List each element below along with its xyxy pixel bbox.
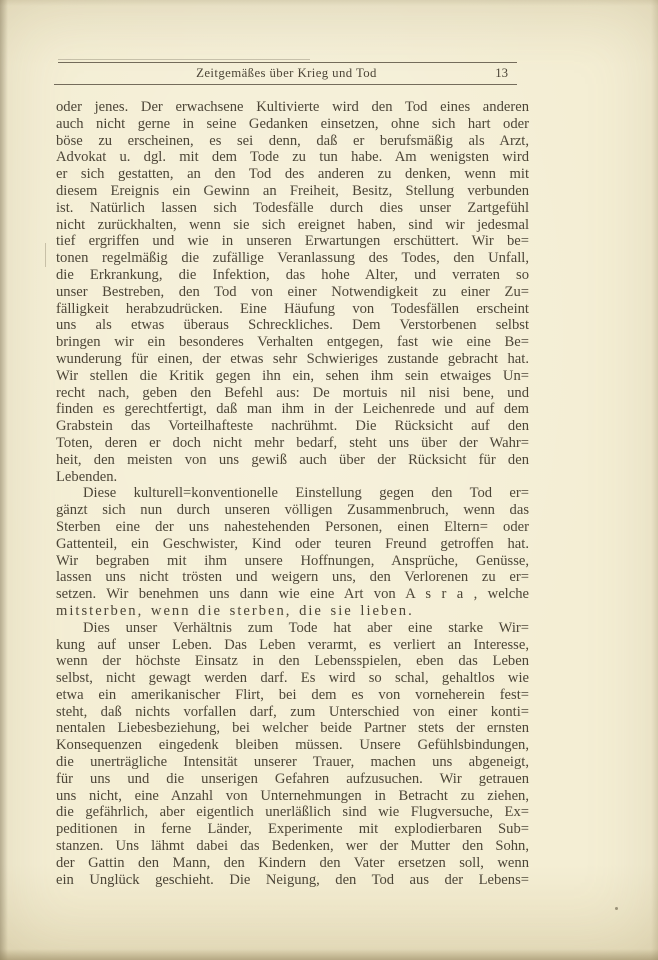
text-line: etwa ein amerikanischer Flirt, bei dem es von vorneherein fest=: [56, 686, 529, 703]
text-line: für uns und die unserigen Gefahren aufzusuchen. Wir getrauen: [56, 770, 529, 787]
text-line: wenn der höchste Einsatz in den Lebensspielen, eben das Leben: [56, 653, 529, 670]
body-text: [56, 99, 529, 888]
header-rule-bottom: [54, 84, 517, 85]
running-head: Zeitgemäßes über Krieg und Tod: [196, 66, 377, 80]
scan-edge-bottom: [0, 949, 658, 960]
text-line: nicht zurückhalten, wenn sie sich ereignet haben, sind wir jedesmal: [56, 216, 529, 233]
text-line: Sterben eine der uns nahestehenden Personen, einen Eltern= oder: [56, 518, 529, 535]
text-line: tief ergriffen und wie in unseren Erwartungen erschüttert. Wir be=: [56, 233, 529, 250]
text-line: recht nach, geben den Befehl aus: De mortuis nil nisi bene, und: [56, 384, 529, 401]
text-line: unser Bestreben, den Tod von einer Notwendigkeit zu einer Zu=: [56, 283, 529, 300]
text-line: fälligkeit herabzudrücken. Eine Häufung von Todesfällen erscheint: [56, 300, 529, 317]
text-line: finden es gerechtfertigt, daß man ihm in der Leichenrede und auf dem: [56, 401, 529, 418]
text-line: Lebenden.: [56, 468, 118, 485]
text-line: ist. Natürlich lassen sich Todesfälle durch dies unser Zartgefühl: [56, 199, 529, 216]
page-header: [56, 0, 517, 96]
scan-speck: [615, 907, 618, 910]
text-line: stanzen. Uns lähmt dabei das Bedenken, wer der Mutter den Sohn,: [56, 838, 529, 855]
text-line: oder jenes. Der erwachsene Kultivierte wird den Tod eines anderen: [56, 99, 529, 115]
text-line: gänzt sich nun durch unseren völligen Zusammenbruch, wenn das: [56, 502, 529, 519]
header-row: [56, 63, 517, 84]
text-line: lassen uns nicht trösten und weigern uns, den Verlorenen zu er=: [56, 569, 529, 586]
text-line: Diese kulturell=konventionelle Einstellung gegen den Tod er=: [83, 485, 529, 502]
text-line: die unerträgliche Intensität unserer Trauer, machen uns abgeneigt,: [56, 754, 529, 771]
text-line: wunderung für einen, der etwas sehr Schwieriges zustande gebracht hat.: [56, 350, 529, 367]
scan-edge-right: [651, 0, 658, 960]
text-line: Konsequenzen eingedenk bleiben müssen. Unsere Gefühlsbindungen,: [56, 737, 529, 754]
page-number: 13: [495, 66, 508, 80]
text-line: mitsterben, wenn die sterben, die sie lieben.: [56, 602, 414, 619]
text-line: diesem Ereignis ein Gewinn an Freiheit, Besitz, Stellung verbunden: [56, 182, 529, 199]
text-line: Advokat u. dgl. mit dem Tode zu tun habe. Am wenigsten wird: [56, 149, 529, 166]
text-line: kung auf unser Leben. Das Leben verarmt, es verliert an Interesse,: [56, 636, 529, 653]
text-line: Wir stellen die Kritik gegen ihn ein, sehen ihm sein etwaiges Un=: [56, 367, 529, 384]
text-line: nentalen Liebesbeziehung, bei welcher beide Partner stets der ernsten: [56, 720, 529, 737]
text-line: Wir begraben mit ihm unsere Hoffnungen, Ansprüche, Genüsse,: [56, 552, 529, 569]
text-line: setzen. Wir benehmen uns dann wie eine Art von A s r a , welche: [56, 586, 529, 603]
text-line: böse zu erscheinen, es sei denn, daß er berufsmäßig als Arzt,: [56, 132, 529, 149]
text-line: auch nicht gerne in seine Gedanken einsetzen, ohne sich hart oder: [56, 115, 529, 132]
text-line: die Erkrankung, die Infektion, das hohe Alter, und verraten so: [56, 266, 529, 283]
text-line: Toten, deren er doch nicht mehr bedarf, steht uns über der Wahr=: [56, 434, 529, 451]
scan-margin-mark: [45, 243, 46, 267]
text-line: Dies unser Verhältnis zum Tode hat aber eine starke Wir=: [83, 619, 529, 636]
text-line: er sich gestatten, an den Tod des anderen zu denken, wenn mit: [56, 166, 529, 183]
text-line: heit, den meisten von uns gewiß auch über der Rücksicht für den: [56, 451, 529, 468]
text-line: steht, daß nichts vorfallen darf, zum Unterschied von einer konti=: [56, 703, 529, 720]
text-line: tonen regelmäßig die zufällige Veranlassung des Todes, den Unfall,: [56, 250, 529, 267]
text-line: uns als etwas überaus Schreckliches. Dem Verstorbenen selbst: [56, 317, 529, 334]
text-line: die gefährlich, aber eigentlich unerläßlich sind wie Flugversuche, Ex=: [56, 804, 529, 821]
text-line: peditionen in ferne Länder, Experimente mit explodierbaren Sub=: [56, 821, 529, 838]
text-line: ein Unglück geschieht. Die Neigung, den Tod aus der Lebens=: [56, 871, 529, 888]
text-line: selbst, nicht gewagt werden darf. Es wird so schal, gehaltlos wie: [56, 670, 529, 687]
scan-edge-left: [0, 0, 8, 960]
text-line: Grabstein das Vorteilhafteste nachrühmt. Die Rücksicht auf den: [56, 418, 529, 435]
text-line: bringen wir ein besonderes Verhalten entgegen, fast wie eine Be=: [56, 334, 529, 351]
text-line: der Gattin den Mann, den Kindern den Vater ersetzen soll, wenn: [56, 854, 529, 871]
text-line: uns nicht, eine Anzahl von Unternehmungen in Betracht zu ziehen,: [56, 787, 529, 804]
text-line: Gattenteil, ein Geschwister, Kind oder teuren Freund getroffen hat.: [56, 535, 529, 552]
